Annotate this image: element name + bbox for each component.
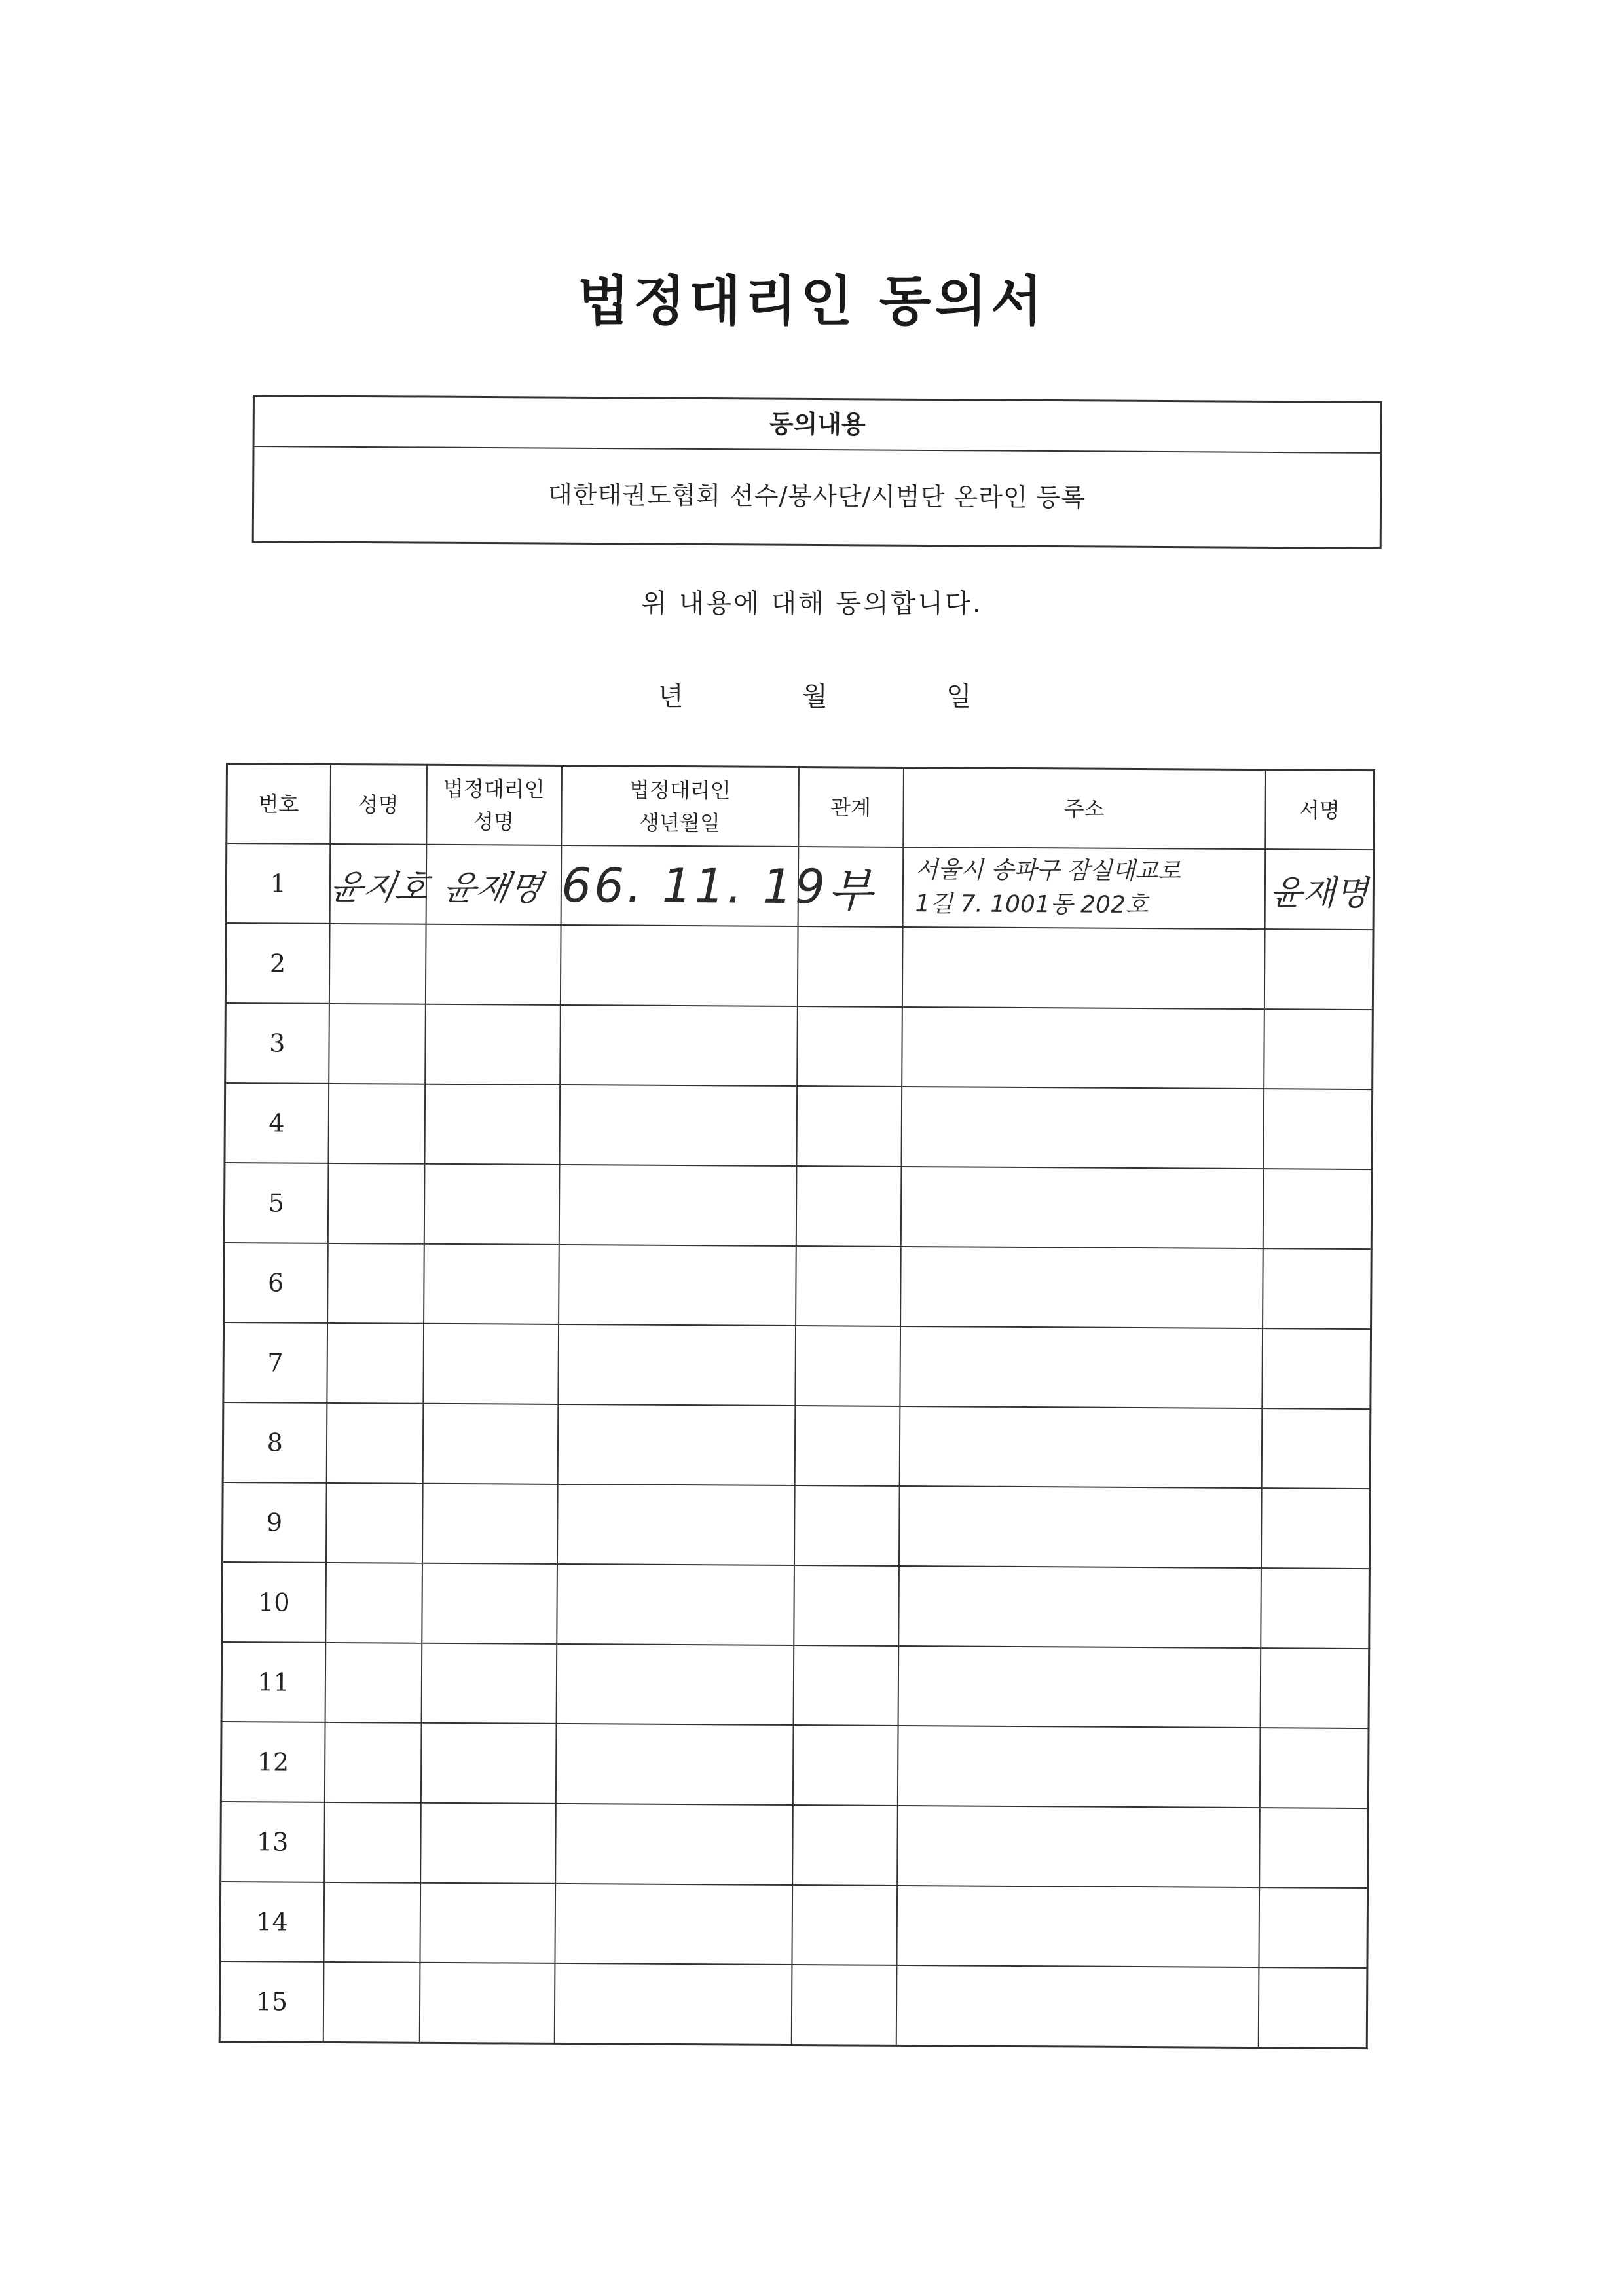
cell-signature[interactable] — [1263, 1169, 1372, 1249]
date-month-label: 월 — [802, 682, 828, 712]
cell-address[interactable] — [898, 1486, 1261, 1568]
cell-signature[interactable] — [1264, 929, 1373, 1010]
cell-number: 4 — [225, 1083, 329, 1163]
cell-address[interactable] — [897, 1806, 1260, 1887]
cell-address[interactable] — [902, 927, 1264, 1009]
cell-signature[interactable] — [1260, 1648, 1369, 1728]
cell-signature[interactable] — [1264, 1009, 1373, 1089]
cell-number: 8 — [223, 1402, 327, 1483]
cell-name[interactable] — [323, 1962, 420, 2043]
cell-guardian-birthdate[interactable] — [555, 1804, 793, 1885]
cell-guardian-name[interactable] — [424, 1244, 559, 1324]
cell-address[interactable] — [900, 1247, 1263, 1328]
cell-guardian-name[interactable] — [419, 1963, 555, 2044]
cell-address[interactable] — [902, 1007, 1264, 1089]
table-body — [219, 843, 1374, 2049]
cell-relation[interactable] — [792, 1725, 898, 1806]
signer-table — [219, 763, 1375, 2049]
table-row — [220, 1882, 1368, 1968]
table-row — [225, 1083, 1373, 1169]
handwritten-birthdate: 66. 11. 19 — [561, 857, 828, 915]
cell-relation[interactable] — [793, 1645, 898, 1726]
consent-content: 대한태권도협회 선수/봉사단/시범단 온라인 등록 — [547, 480, 1086, 513]
cell-number: 5 — [224, 1163, 328, 1243]
cell-relation[interactable] — [794, 1406, 900, 1486]
cell-guardian-birthdate[interactable] — [557, 1564, 794, 1645]
cell-name[interactable] — [325, 844, 432, 924]
cell-relation[interactable] — [792, 1805, 898, 1886]
cell-guardian-birthdate[interactable] — [559, 1245, 796, 1326]
cell-number: 1 — [226, 843, 330, 924]
cell-address[interactable] — [898, 1646, 1261, 1728]
cell-number: 15 — [219, 1961, 323, 2042]
table-row — [221, 1722, 1369, 1808]
cell-guardian-birthdate[interactable] — [559, 1165, 796, 1246]
cell-guardian-birthdate[interactable] — [559, 1085, 797, 1166]
cell-signature[interactable] — [1259, 1887, 1368, 1968]
cell-guardian-name[interactable] — [422, 1563, 557, 1644]
handwritten-relation: 부 — [828, 863, 873, 918]
cell-guardian-name[interactable] — [422, 1404, 558, 1484]
consent-header: 동의내용 — [255, 397, 1380, 454]
cell-name[interactable] — [328, 1084, 425, 1164]
cell-address[interactable] — [896, 1965, 1259, 2048]
table-row — [222, 1562, 1370, 1649]
handwritten-address-line1: 서울시 송파구 잠실대교로 — [915, 856, 1181, 885]
cell-guardian-name[interactable] — [424, 1164, 559, 1245]
table-row — [224, 1243, 1372, 1329]
cell-relation[interactable] — [796, 1166, 901, 1247]
cell-name[interactable] — [325, 1563, 422, 1643]
header-guardian-birthdate: 법정대리인 생년월일 — [561, 765, 799, 847]
cell-address[interactable] — [898, 1566, 1261, 1648]
cell-number: 2 — [225, 923, 329, 1004]
table-row — [223, 1402, 1371, 1489]
cell-guardian-name[interactable] — [420, 1723, 556, 1804]
cell-address[interactable] — [902, 847, 1265, 929]
cell-guardian-name[interactable] — [424, 1084, 560, 1165]
cell-guardian-birthdate[interactable] — [560, 1005, 798, 1086]
cell-number: 7 — [223, 1322, 327, 1403]
table-row — [224, 1163, 1372, 1249]
cell-guardian-name[interactable] — [423, 1324, 559, 1404]
cell-signature[interactable] — [1263, 1248, 1372, 1329]
cell-number: 12 — [221, 1722, 325, 1802]
cell-guardian-birthdate[interactable] — [555, 1724, 793, 1805]
cell-name[interactable] — [324, 1722, 421, 1803]
cell-address[interactable] — [897, 1726, 1260, 1808]
handwritten-address-line2: 1길 7. 1001동 202호 — [915, 890, 1149, 919]
cell-guardian-birthdate[interactable] — [557, 1484, 794, 1565]
cell-address[interactable] — [900, 1326, 1263, 1408]
cell-relation[interactable] — [796, 1246, 901, 1326]
cell-signature[interactable] — [1258, 1967, 1367, 2048]
header-address: 주소 — [903, 767, 1266, 849]
cell-guardian-birthdate[interactable] — [555, 1884, 792, 1965]
cell-guardian-name[interactable] — [425, 1004, 561, 1085]
cell-guardian-birthdate[interactable] — [554, 1963, 792, 2045]
cell-name[interactable] — [327, 1323, 424, 1404]
cell-relation[interactable] — [797, 1006, 902, 1087]
table-row — [222, 1482, 1370, 1569]
cell-address[interactable] — [899, 1406, 1262, 1488]
cell-relation[interactable] — [794, 1485, 899, 1566]
cell-number: 9 — [222, 1482, 326, 1563]
cell-guardian-name[interactable] — [425, 924, 561, 1005]
cell-signature[interactable] — [1264, 849, 1374, 930]
cell-address[interactable] — [900, 1167, 1263, 1248]
consent-box — [252, 395, 1382, 549]
cell-relation[interactable] — [794, 1565, 899, 1646]
header-name: 성명 — [330, 764, 427, 844]
header-signature: 서명 — [1265, 770, 1375, 850]
date-day-label: 일 — [946, 682, 972, 712]
handwritten-guardian-name: 윤재명 — [439, 868, 546, 909]
cell-number: 13 — [221, 1802, 325, 1882]
cell-name[interactable] — [327, 1243, 424, 1324]
cell-signature[interactable] — [1263, 1089, 1373, 1169]
cell-name[interactable] — [325, 1483, 422, 1563]
cell-relation[interactable] — [795, 1326, 900, 1406]
cell-signature[interactable] — [1259, 1728, 1369, 1808]
cell-name[interactable] — [326, 1403, 423, 1484]
cell-name[interactable] — [329, 924, 426, 1004]
table-row — [221, 1802, 1369, 1888]
table-row — [226, 843, 1374, 930]
cell-guardian-name[interactable] — [421, 1643, 557, 1724]
cell-guardian-birthdate[interactable] — [557, 1404, 795, 1485]
header-relation: 관계 — [798, 767, 904, 847]
cell-signature[interactable] — [1259, 1808, 1369, 1888]
cell-number: 14 — [220, 1882, 324, 1962]
table-row — [225, 1003, 1373, 1089]
cell-relation[interactable] — [796, 1086, 902, 1167]
header-guardian-name: 법정대리인 성명 — [426, 765, 562, 845]
cell-signature[interactable] — [1261, 1408, 1371, 1489]
cell-guardian-birthdate[interactable] — [561, 845, 828, 926]
table-row — [219, 1961, 1367, 2049]
cell-name[interactable] — [325, 1643, 422, 1723]
cell-name[interactable] — [323, 1882, 420, 1963]
table-row — [223, 1322, 1371, 1409]
cell-relation[interactable] — [791, 1965, 896, 2045]
cell-guardian-birthdate[interactable] — [556, 1644, 794, 1725]
cell-relation[interactable] — [797, 926, 902, 1007]
cell-address[interactable] — [896, 1886, 1259, 1967]
cell-number: 10 — [222, 1562, 326, 1643]
table-header-row — [227, 764, 1375, 850]
table-row — [225, 923, 1373, 1010]
date-year-label: 년 — [658, 682, 684, 712]
cell-relation[interactable] — [792, 1885, 897, 1965]
cell-name[interactable] — [327, 1163, 424, 1244]
cell-name[interactable] — [324, 1802, 421, 1883]
cell-guardian-birthdate[interactable] — [558, 1324, 796, 1406]
agree-statement: 위 내용에 대해 동의합니다. — [641, 589, 983, 619]
header-number: 번호 — [227, 764, 331, 844]
cell-number: 3 — [225, 1003, 329, 1084]
cell-number: 6 — [224, 1243, 328, 1323]
table-row — [221, 1642, 1369, 1728]
cell-number: 11 — [221, 1642, 325, 1722]
cell-guardian-name[interactable] — [420, 1803, 556, 1884]
page-title: 법정대리인 동의서 — [577, 270, 1047, 333]
handwritten-name: 윤지호 — [325, 867, 432, 908]
cell-guardian-name[interactable] — [426, 845, 561, 925]
cell-address[interactable] — [901, 1087, 1264, 1169]
cell-guardian-name[interactable] — [420, 1883, 555, 1963]
cell-guardian-birthdate[interactable] — [560, 925, 798, 1006]
cell-signature[interactable] — [1261, 1488, 1370, 1569]
cell-signature[interactable] — [1261, 1568, 1370, 1649]
cell-name[interactable] — [329, 1004, 426, 1084]
handwritten-signature: 윤재명 — [1269, 873, 1369, 913]
cell-signature[interactable] — [1262, 1328, 1371, 1409]
cell-guardian-name[interactable] — [422, 1484, 557, 1564]
